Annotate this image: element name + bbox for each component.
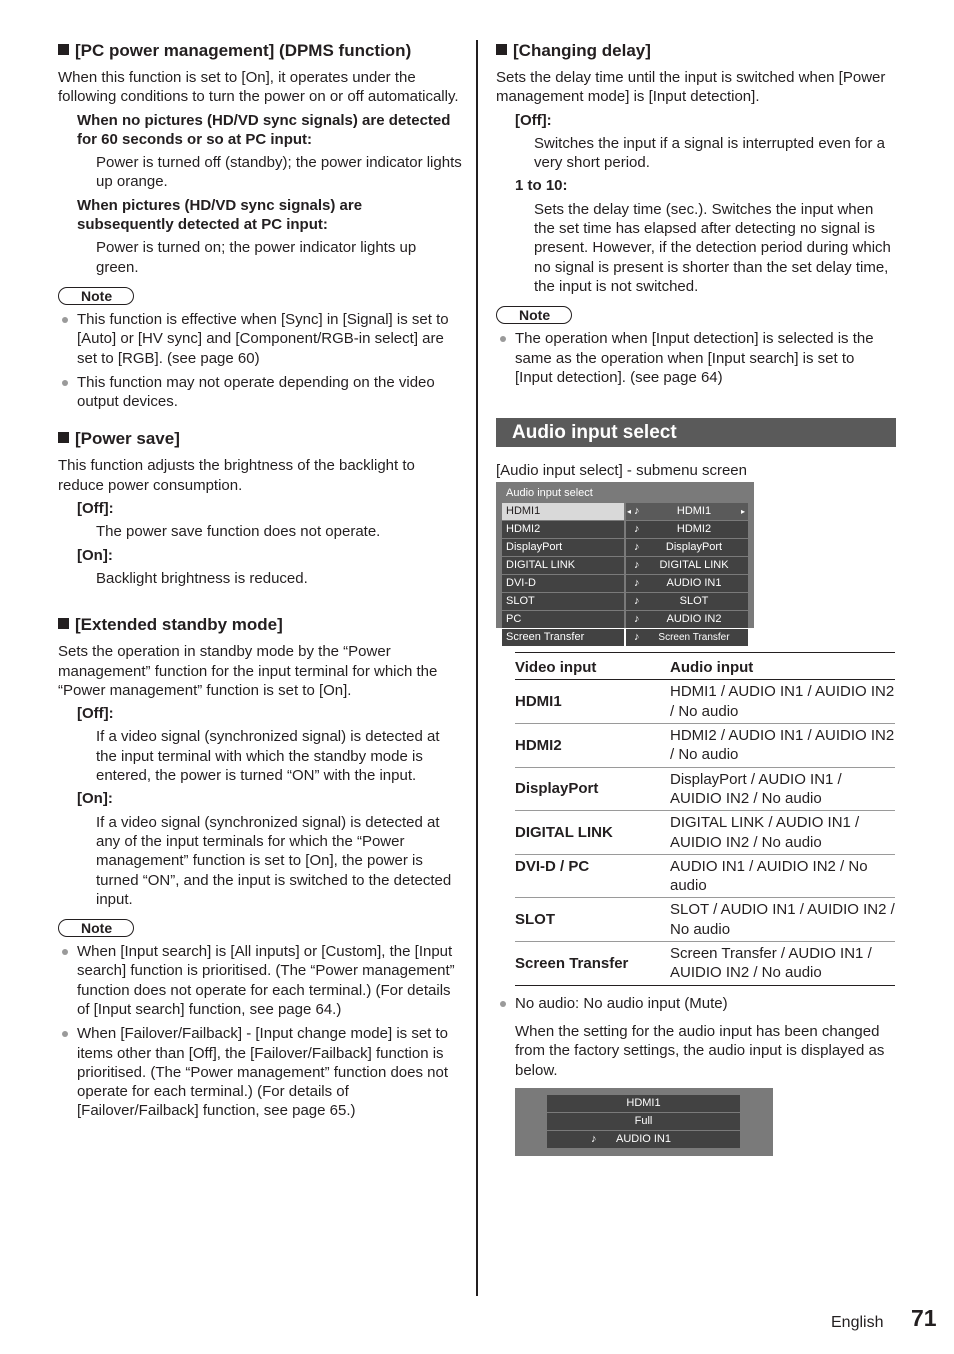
submenu-row-hdmi1[interactable]: HDMI1 ◂ ♪ HDMI1 ▸ [502,503,748,520]
music-note-icon: ♪ [634,595,640,608]
submenu-row-slot[interactable]: SLOT ♪ SLOT [502,593,748,610]
list-item: This function is effective when [Sync] in [Signal] is set to [Auto] or [HV sync] and [Component/RGB-in select] are set to [RGB]. (see page 60) [58,310,462,368]
submenu-caption: [Audio input select] - submenu screen [496,462,747,480]
black-square-icon [58,618,69,629]
column-header: Audio input [670,653,895,680]
no-audio-note [496,994,896,1013]
changing-delay-intro: Sets the delay time until the input is switched when [Power management mode] is [Input detection]. [496,69,886,106]
music-note-icon: ♪ [634,505,640,518]
table-row: HDMI1 HDMI1 / AUDIO IN1 / AUIDIO IN2 / No audio [515,680,895,724]
table-row: SLOT SLOT / AUDIO IN1 / AUIDIO IN2 / No audio [515,898,895,942]
right-column [496,40,896,1156]
black-square-icon [58,44,69,55]
table-row: Screen Transfer Screen Transfer / AUDIO IN1 / AUIDIO IN2 / No audio [515,942,895,986]
arrow-right-icon: ▸ [740,507,745,517]
changing-delay-notes [496,329,896,387]
extended-standby-on-text: If a video signal (synchronized signal) is detected at any of the input terminals for which the “Power management” function is set to [On], the power is turned “ON”, and the input is switched to the detected input. [96,813,452,908]
changing-delay-range-label: 1 to 10: [515,177,568,195]
black-square-icon [58,432,69,443]
submenu-row-screen-transfer[interactable]: Screen Transfer ♪ Screen Transfer [502,629,748,646]
section-title: Audio input select [496,418,896,447]
black-square-icon [496,44,507,55]
list-item: When [Input search] is [All inputs] or [Custom], the [Input search] function is prioritised. (The “Power management” function does not operate for each terminal.) (For details of [Input search] function, see page 64.) [58,942,462,1019]
table-row: DIGITAL LINK DIGITAL LINK / AUDIO IN1 / AUIDIO IN2 / No audio [515,811,895,855]
page-number: 71 [911,1305,937,1331]
column-divider [476,40,478,1296]
dpms-condition-1: When no pictures (HD/VD sync signals) are detected for 60 seconds or so at PC input: [77,111,451,148]
bullet-icon [62,380,68,386]
dpms-condition-2: When pictures (HD/VD sync signals) are subsequently detected at PC input: [77,196,363,234]
music-note-icon: ♪ [634,541,640,554]
list-item: No audio: No audio input (Mute) [496,994,896,1013]
dpms-intro: When this function is set to [On], it operates under the following conditions to turn the power on or off automatically. [58,69,459,106]
extended-standby-notes [58,942,462,1121]
music-note-icon: ♪ [634,613,640,626]
dpms-condition-1-text: Power is turned off (standby); the power indicator lights up orange. [96,154,462,191]
list-item: This function may not operate depending on the video output devices. [58,373,462,412]
dpms-heading: [PC power management] (DPMS function) [58,40,462,62]
power-save-on-label: [On]: [77,546,113,564]
audio-change-text: When the setting for the audio input has been changed from the factory settings, the audio input is displayed as below. [515,1022,885,1079]
note-badge: Note [496,306,572,324]
changing-delay-heading: [Changing delay] [496,40,896,62]
power-save-on-text: Backlight brightness is reduced. [96,569,308,587]
changing-delay-range-text: Sets the delay time (sec.). Switches the input when the set time has elapsed after detecting no signal is present. However, if the detection period during which no signal is present is shorter than the set delay time, the input is not switched. [534,200,891,295]
note-badge: Note [58,287,134,305]
table-header-row [515,653,895,680]
music-note-icon: ♪ [634,577,640,590]
music-note-icon: ♪ [591,1132,597,1145]
extended-standby-intro: Sets the operation in standby mode by the “Power management” function for the input terminal for which the “Power management” function is set to [On]. [58,643,438,699]
dpms-notes [58,310,462,411]
extended-standby-off-label: [Off]: [77,705,114,723]
submenu-row-displayport[interactable]: DisplayPort ♪ DisplayPort [502,539,748,556]
audio-input-submenu-screen [496,482,754,644]
bullet-icon [500,336,506,342]
input-info-display [515,1088,773,1156]
submenu-row-dvi-d[interactable]: DVI-D ♪ AUDIO IN1 [502,575,748,592]
changing-delay-off-text: Switches the input if a signal is interrupted even for a very short period. [534,134,886,172]
submenu-row-hdmi2[interactable]: HDMI2 ♪ HDMI2 [502,521,748,538]
extended-standby-on-label: [On]: [77,790,113,808]
list-item: When [Failover/Failback] - [Input change mode] is set to items other than [Off], the [Failover/Failback] function is prioritised. (The “Power management” function does not operate for each terminal.) (For details of [Failover/Failback] function, see page 65.) [58,1024,462,1120]
footer-language: English [831,1314,884,1331]
power-save-off-text: The power save function does not operate. [96,523,381,541]
arrow-left-icon: ◂ [627,507,632,517]
table-row: HDMI2 HDMI2 / AUDIO IN1 / AUIDIO IN2 / No audio [515,724,895,768]
extended-standby-heading: [Extended standby mode] [58,614,462,636]
submenu-title: Audio input select [506,487,593,500]
dpms-condition-2-text: Power is turned on; the power indicator lights up green. [96,239,417,276]
music-note-icon: ♪ [634,559,640,572]
info-audio-input: ♪ AUDIO IN1 [547,1131,740,1148]
submenu-rows [502,503,748,647]
submenu-row-digital-link[interactable]: DIGITAL LINK ♪ DIGITAL LINK [502,557,748,574]
music-note-icon: ♪ [634,523,640,536]
column-header: Video input [515,653,670,680]
audio-input-table [515,652,895,985]
changing-delay-off-label: [Off]: [515,111,552,129]
table-row: DVI-D / PC AUDIO IN1 / AUIDIO IN2 / No audio [515,854,895,898]
power-save-off-label: [Off]: [77,500,114,518]
bullet-icon [62,317,68,323]
list-item: The operation when [Input detection] is selected is the same as the operation when [Input search] is set to [Input detection]. (see page 64) [496,329,896,387]
bullet-icon [500,1001,506,1007]
info-aspect: Full [547,1113,740,1130]
bullet-icon [62,949,68,955]
table-row: DisplayPort DisplayPort / AUDIO IN1 / AUIDIO IN2 / No audio [515,767,895,811]
power-save-intro: This function adjusts the brightness of the backlight to reduce power consumption. [58,457,415,494]
info-input-name: HDMI1 [547,1095,740,1112]
note-badge: Note [58,919,134,937]
left-column [58,40,462,1126]
music-note-icon: ♪ [634,631,640,644]
power-save-heading: [Power save] [58,428,462,450]
bullet-icon [62,1031,68,1037]
submenu-row-pc[interactable]: PC ♪ AUDIO IN2 [502,611,748,628]
extended-standby-off-text: If a video signal (synchronized signal) is detected at the input terminal with which the standby mode is entered, the power is turned “ON” with the input. [96,728,440,785]
